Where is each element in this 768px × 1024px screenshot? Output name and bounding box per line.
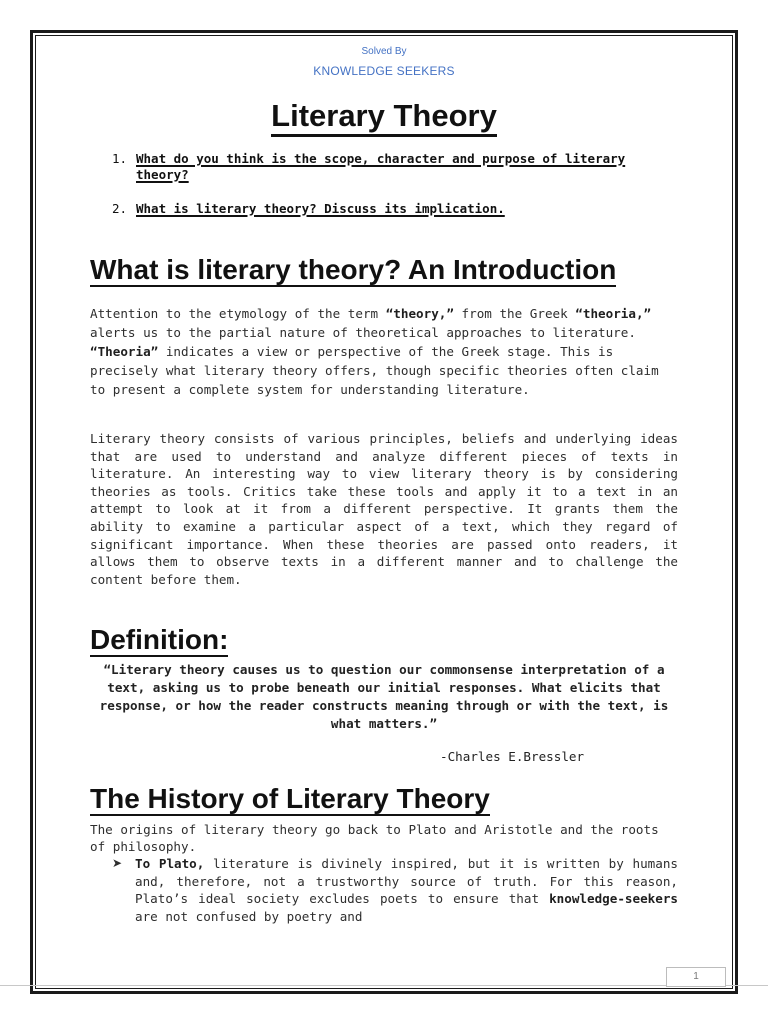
bold-term: To Plato,	[135, 856, 205, 871]
question-number: 2.	[112, 201, 128, 216]
definition-quote: “Literary theory causes us to question our commonsense interpretation of a text, asking us to probe beneath our initial responses. What elicits that response, or how the reader constructs meaning through or with the text, is what matters.”	[99, 662, 669, 731]
bullet-text	[135, 855, 678, 925]
text-run: literature is divinely inspired, but it is written by humans and, therefore, not a trustworthy source of truth. For this reason, Plato’s ideal society excludes poets to ensure that	[135, 856, 678, 907]
heading-definition	[90, 624, 228, 656]
bold-term: “theoria,”	[575, 306, 652, 321]
question-number: 1.	[112, 151, 128, 166]
text-run: Attention to the etymology of the term	[90, 306, 386, 321]
intro-paragraph-2: Literary theory consists of various principles, beliefs and underlying ideas that are used to understand and analyze different pieces of texts in literature. An interesting way to view literary theory is by considering theories as tools. Critics take these tools and apply it to a text in an attempt to look at it from a different perspective. It grants them the ability to examine a particular aspect of a text, which they regard of significant importance. When these theories are passed onto readers, it allows them to observe texts in a different manner and to challenge the content before them.	[90, 431, 678, 587]
heading-introduction-text: What is literary theory? An Introduction	[90, 254, 617, 285]
bold-term: knowledge-seekers	[549, 891, 678, 907]
solved-by-label: Solved By	[361, 46, 407, 57]
history-intro-paragraph: The origins of literary theory go back to Plato and Aristotle and the roots of philosophy.	[90, 822, 659, 854]
footer-rule	[0, 985, 768, 986]
text-run: are not confused by poetry and	[135, 908, 363, 924]
document-title	[0, 98, 768, 134]
heading-history	[90, 783, 490, 815]
intro-paragraph-1	[90, 304, 678, 399]
heading-history-text: The History of Literary Theory	[90, 783, 490, 814]
question-list	[112, 151, 682, 235]
document-title-text: Literary Theory	[271, 98, 497, 137]
page-number: 1	[666, 967, 726, 987]
quote-citation: -Charles E.Bressler	[440, 749, 585, 764]
question-text: What do you think is the scope, character and purpose of literary theory?	[136, 151, 626, 182]
arrow-bullet-icon: ➤	[112, 856, 123, 870]
bold-term: “Theoria”	[90, 344, 159, 359]
organization-name: KNOWLEDGE SEEKERS	[313, 64, 455, 78]
text-run: indicates a view or perspective of the Greek stage. This is precisely what literary theory offers, though specific theories often claim to present a complete system for understanding literature.	[90, 344, 659, 397]
bullet-item-plato	[112, 855, 678, 925]
text-run: alerts us to the partial nature of theoretical approaches to literature.	[90, 325, 636, 340]
heading-definition-text: Definition:	[90, 624, 229, 655]
heading-introduction	[90, 254, 616, 286]
question-item	[112, 201, 682, 217]
question-text: What is literary theory? Discuss its implication.	[136, 201, 505, 216]
text-run: from the Greek	[453, 306, 576, 321]
question-item	[112, 151, 682, 183]
bold-term: “theory,”	[385, 306, 454, 321]
